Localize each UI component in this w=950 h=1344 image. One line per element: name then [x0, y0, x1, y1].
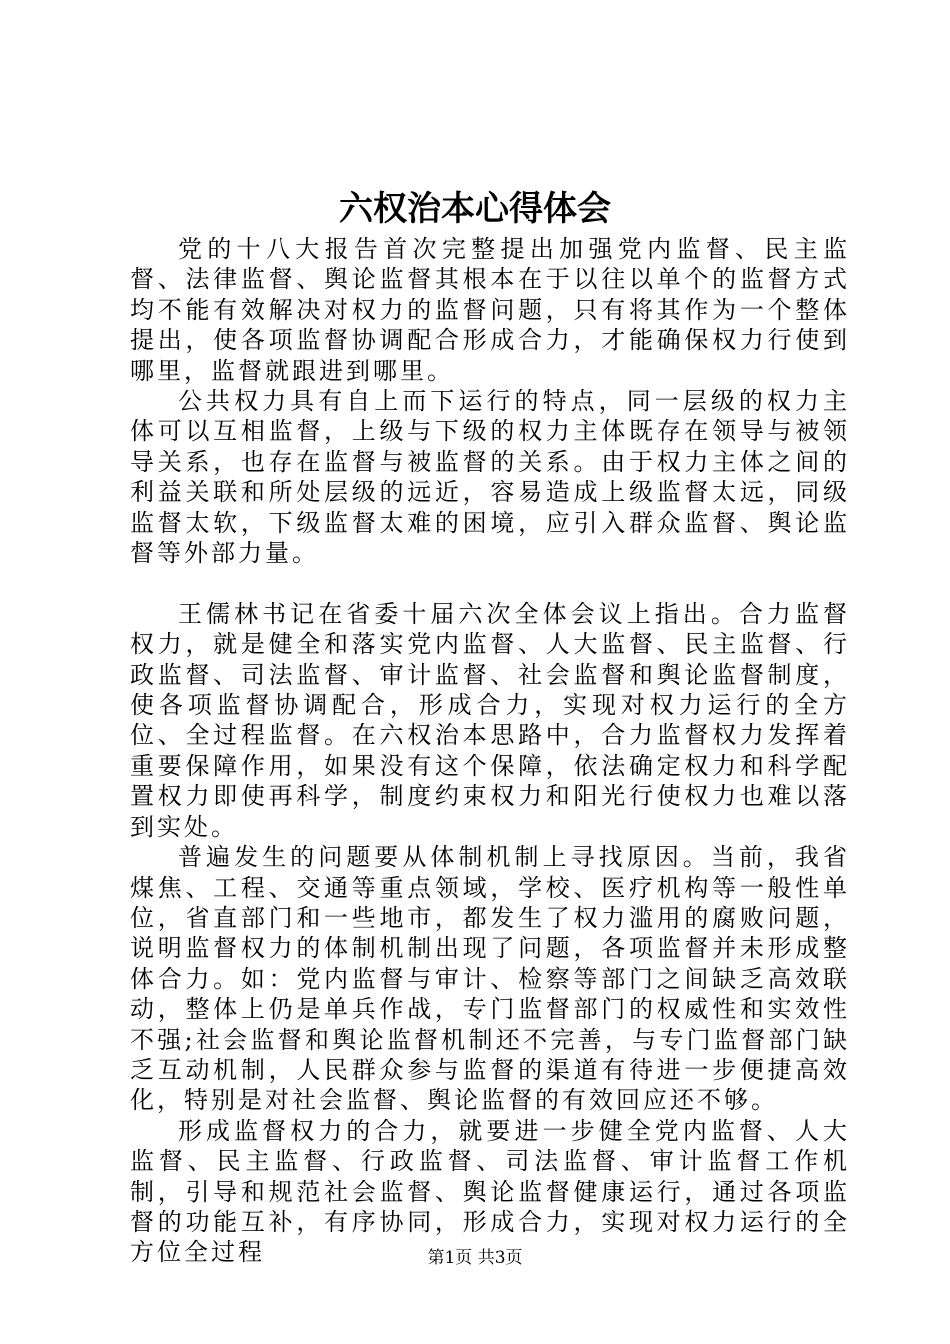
paragraph-5: 形成监督权力的合力，就要进一步健全党内监督、人大监督、民主监督、行政监督、司法监督、审计监督工作机制，引导和规范社会监督、舆论监督健康运行，通过各项监督的功能互补，有序协同，形成合力，实现对权力运行的全方位全过程 — [130, 1116, 850, 1267]
paragraph-2: 公共权力具有自上而下运行的特点，同一层级的权力主体可以互相监督，上级与下级的权力主体既存在领导与被领导关系，也存在监督与被监督的关系。由于权力主体之间的利益关联和所处层级的远近，容易造成上级监督太远，同级监督太软，下级监督太难的困境，应引入群众监督、舆论监督等外部力量。 — [130, 387, 850, 568]
paragraph-spacer — [130, 568, 850, 598]
paragraph-1: 党的十八大报告首次完整提出加强党内监督、民主监督、法律监督、舆论监督其根本在于以往以单个的监督方式均不能有效解决对权力的监督问题，只有将其作为一个整体提出，使各项监督协调配合形成合力，才能确保权力行使到哪里，监督就跟进到哪里。 — [130, 235, 850, 385]
paragraph-3: 王儒林书记在省委十届六次全体会议上指出。合力监督权力，就是健全和落实党内监督、人大监督、民主监督、行政监督、司法监督、审计监督、社会监督和舆论监督制度，使各项监督协调配合，形成合力，实现对权力运行的全方位、全过程监督。在六权治本思路中，合力监督权力发挥着重要保障作用，如果没有这个保障，依法确定权力和科学配置权力即使再科学，制度约束权力和阳光行使权力也难以落到实处。 — [130, 599, 850, 841]
document-body — [130, 234, 850, 1268]
document-title: 六权治本心得体会 — [339, 189, 611, 229]
paragraph-4: 普遍发生的问题要从体制机制上寻找原因。当前，我省煤焦、工程、交通等重点领域，学校、医疗机构等一般性单位，省直部门和一些地市，都发生了权力滥用的腐败问题，说明监督权力的体制机制出现了问题，各项监督并未形成整体合力。如：党内监督与审计、检察等部门之间缺乏高效联动，整体上仍是单兵作战，专门监督部门的权威性和实效性不强;社会监督和舆论监督机制还不完善，与专门监督部门缺乏互动机制，人民群众参与监督的渠道有待进一步便捷高效化，特别是对社会监督、舆论监督的有效回应还不够。 — [130, 843, 850, 1115]
page-number-footer: 第1页 共3页 — [427, 1248, 523, 1268]
